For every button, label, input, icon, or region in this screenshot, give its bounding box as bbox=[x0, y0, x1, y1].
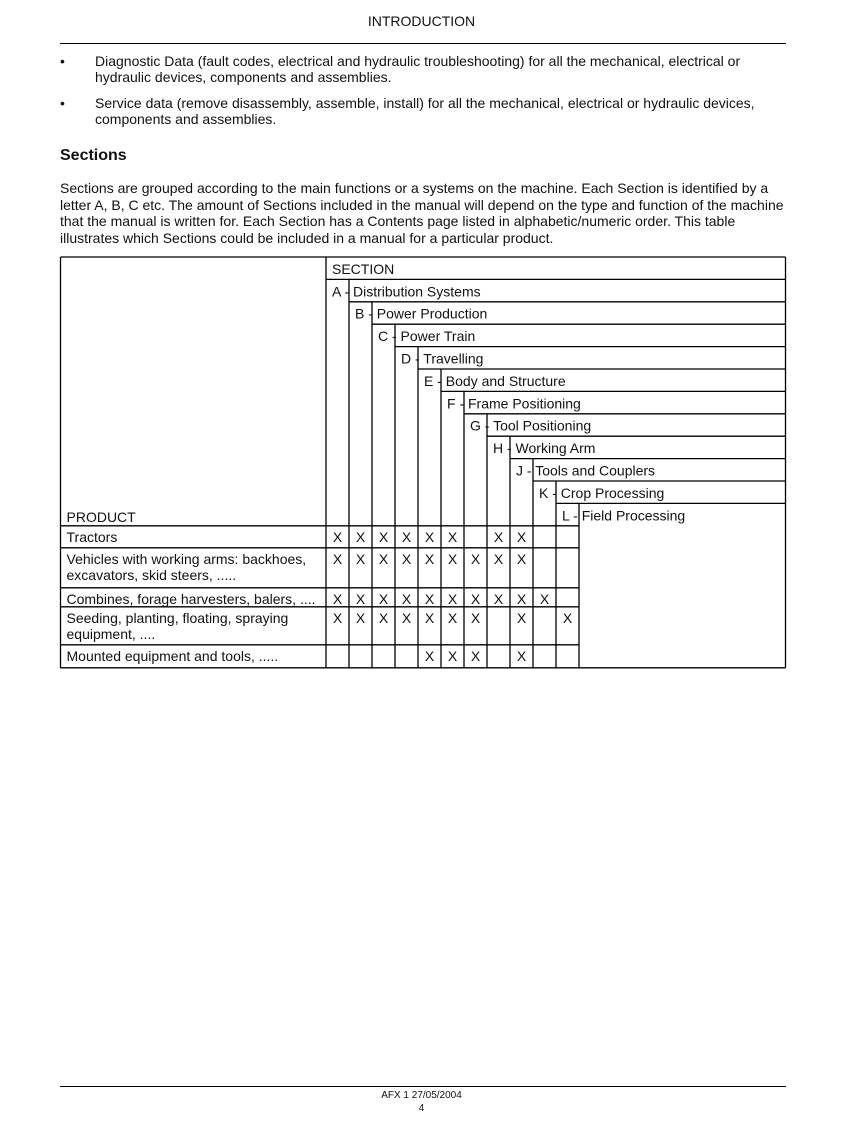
section-mark: X bbox=[447, 528, 458, 545]
section-mark: X bbox=[493, 550, 504, 567]
section-mark: X bbox=[424, 550, 435, 567]
section-mark: X bbox=[539, 590, 550, 607]
product-name: Vehicles with working arms: backhoes, bbox=[66, 550, 307, 567]
section-label: K - Crop Processing bbox=[539, 484, 665, 501]
footer-rule bbox=[60, 1086, 786, 1087]
header-rule bbox=[60, 43, 786, 44]
section-label: A - Distribution Systems bbox=[332, 283, 481, 300]
bullet-item bbox=[60, 95, 786, 127]
product-name: Mounted equipment and tools, ..... bbox=[66, 647, 279, 664]
section-mark: X bbox=[332, 550, 343, 567]
section-label: L - Field Processing bbox=[562, 507, 686, 524]
section-mark: X bbox=[447, 590, 458, 607]
section-label: B - Power Production bbox=[355, 305, 488, 322]
section-mark: X bbox=[401, 528, 412, 545]
product-name: Tractors bbox=[66, 528, 118, 545]
section-label: E - Body and Structure bbox=[424, 372, 566, 389]
section-mark: X bbox=[378, 528, 389, 545]
section-mark: X bbox=[332, 528, 343, 545]
section-mark: X bbox=[493, 528, 504, 545]
section-mark: X bbox=[355, 528, 366, 545]
section-mark: X bbox=[355, 550, 366, 567]
section-label: J - Tools and Couplers bbox=[516, 462, 656, 479]
section-mark: X bbox=[424, 609, 435, 626]
section-mark: X bbox=[516, 647, 527, 664]
section-mark: X bbox=[493, 590, 504, 607]
section-header-label: SECTION bbox=[332, 260, 395, 277]
section-mark: X bbox=[355, 609, 366, 626]
section-label: D - Travelling bbox=[401, 350, 484, 367]
section-mark: X bbox=[355, 590, 366, 607]
section-mark: X bbox=[516, 550, 527, 567]
section-mark: X bbox=[401, 609, 412, 626]
section-mark: X bbox=[401, 590, 412, 607]
product-name: excavators, skid steers, ..... bbox=[66, 566, 237, 583]
section-mark: X bbox=[332, 590, 343, 607]
section-mark: X bbox=[516, 590, 527, 607]
section-mark: X bbox=[401, 550, 412, 567]
section-mark: X bbox=[470, 609, 481, 626]
section-mark: X bbox=[562, 609, 573, 626]
page-header-title: INTRODUCTION bbox=[367, 13, 476, 29]
section-label: F - Frame Positioning bbox=[447, 395, 581, 412]
page-number: 4 bbox=[418, 1103, 425, 1114]
section-mark: X bbox=[470, 590, 481, 607]
section-label: C - Power Train bbox=[378, 328, 476, 345]
section-mark: X bbox=[447, 550, 458, 567]
section-mark: X bbox=[470, 550, 481, 567]
bullet-text: Diagnostic Data (fault codes, electrical and hydraulic troubleshooting) for all the mechanical, electrical or hydraulic devices, components and assemblies. bbox=[95, 53, 741, 85]
section-mark: X bbox=[424, 528, 435, 545]
sections-heading: Sections bbox=[60, 147, 127, 164]
product-name: Seeding, planting, floating, spraying bbox=[66, 609, 289, 626]
section-mark: X bbox=[470, 647, 481, 664]
section-mark: X bbox=[516, 528, 527, 545]
bullet-marker: • bbox=[60, 53, 65, 69]
section-mark: X bbox=[378, 609, 389, 626]
section-label: H - Working Arm bbox=[493, 440, 596, 457]
section-mark: X bbox=[447, 647, 458, 664]
section-mark: X bbox=[378, 590, 389, 607]
bullet-marker: • bbox=[60, 95, 65, 111]
sections-paragraph: Sections are grouped according to the main functions or a systems on the machine. Each Section is identified by a letter A, B, C etc. The amount of Sections included in the manual will depend on the type and function of the machine that the manual is written for. Each Section has a Contents page listed in alphabetic/numeric order. This table illustrates which Sections could be included in a manual for a particular product. bbox=[60, 180, 784, 246]
section-mark: X bbox=[424, 590, 435, 607]
section-label: G - Tool Positioning bbox=[470, 417, 592, 434]
section-mark: X bbox=[516, 609, 527, 626]
section-mark: X bbox=[447, 609, 458, 626]
bullet-text: Service data (remove disassembly, assemble, install) for all the mechanical, electrical or hydraulic devices, components and assemblies. bbox=[95, 95, 755, 127]
footer-code: AFX 1 27/05/2004 bbox=[381, 1090, 462, 1101]
section-mark: X bbox=[424, 647, 435, 664]
bullet-list bbox=[60, 53, 786, 137]
product-header-label: PRODUCT bbox=[66, 508, 136, 525]
product-name: equipment, .... bbox=[66, 625, 156, 642]
product-name: Combines, forage harvesters, balers, .... bbox=[66, 590, 316, 607]
bullet-item bbox=[60, 53, 786, 85]
section-mark: X bbox=[332, 609, 343, 626]
section-mark: X bbox=[378, 550, 389, 567]
